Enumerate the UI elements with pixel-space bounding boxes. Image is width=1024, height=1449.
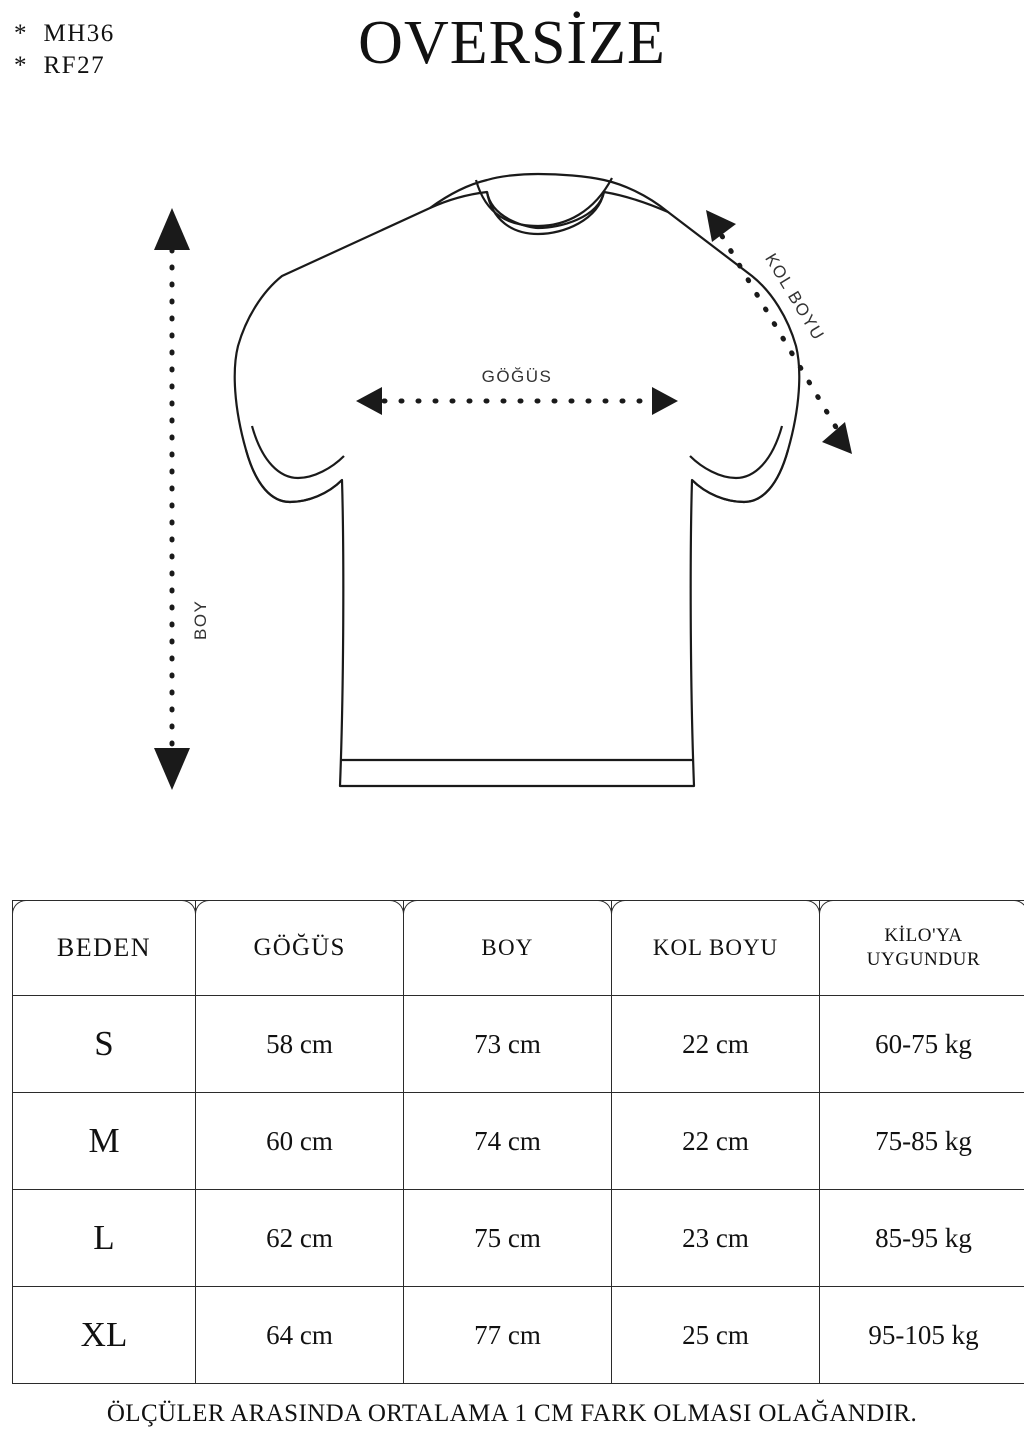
page-title: OVERSİZE <box>358 9 666 77</box>
col-header-kol-boyu: KOL BOYU <box>612 901 820 996</box>
cell-gogus: 60 cm <box>196 1093 404 1190</box>
sleeve-dimension-arrow <box>706 210 852 454</box>
col-header-beden: BEDEN <box>13 901 196 996</box>
cell-beden: S <box>13 996 196 1093</box>
cell-beden: M <box>13 1093 196 1190</box>
col-header-kilo-line1: KİLO'YA <box>884 925 963 947</box>
cell-beden: L <box>13 1190 196 1287</box>
col-header-kilo-line2: UYGUNDUR <box>866 949 981 970</box>
cell-boy: 74 cm <box>404 1093 612 1190</box>
col-header-gogus: GÖĞÜS <box>196 901 404 996</box>
cell-kol-boyu: 23 cm <box>612 1190 820 1287</box>
table-row <box>13 996 1024 1093</box>
cell-kol-boyu: 22 cm <box>612 996 820 1093</box>
size-table-container <box>12 900 1012 1384</box>
cell-kol-boyu: 25 cm <box>612 1287 820 1384</box>
table-header-row <box>13 901 1024 996</box>
cell-gogus: 58 cm <box>196 996 404 1093</box>
length-label: BOY <box>191 599 210 640</box>
cell-kilo: 95-105 kg <box>820 1287 1024 1384</box>
table-body <box>13 996 1024 1384</box>
table-row <box>13 1287 1024 1384</box>
col-header-kilo <box>820 901 1024 996</box>
cell-kilo: 75-85 kg <box>820 1093 1024 1190</box>
cell-kol-boyu: 22 cm <box>612 1093 820 1190</box>
tshirt-measurement-diagram <box>0 150 1024 890</box>
cell-boy: 75 cm <box>404 1190 612 1287</box>
product-code-2: * RF27 <box>14 52 106 79</box>
product-code-1: * MH36 <box>14 20 115 47</box>
cell-boy: 73 cm <box>404 996 612 1093</box>
sleeve-label: KOL BOYU <box>761 250 829 345</box>
table-row <box>13 1093 1024 1190</box>
cell-beden: XL <box>13 1287 196 1384</box>
chest-label: GÖĞÜS <box>481 367 553 386</box>
size-table <box>12 900 1024 1384</box>
length-dimension-arrow <box>154 208 210 790</box>
cell-gogus: 64 cm <box>196 1287 404 1384</box>
cell-boy: 77 cm <box>404 1287 612 1384</box>
cell-kilo: 85-95 kg <box>820 1190 1024 1287</box>
cell-gogus: 62 cm <box>196 1190 404 1287</box>
chest-dimension-arrow <box>356 367 678 415</box>
col-header-boy: BOY <box>404 901 612 996</box>
footnote: ÖLÇÜLER ARASINDA ORTALAMA 1 CM FARK OLMASI OLAĞANDIR. <box>106 1400 918 1427</box>
table-row <box>13 1190 1024 1287</box>
cell-kilo: 60-75 kg <box>820 996 1024 1093</box>
